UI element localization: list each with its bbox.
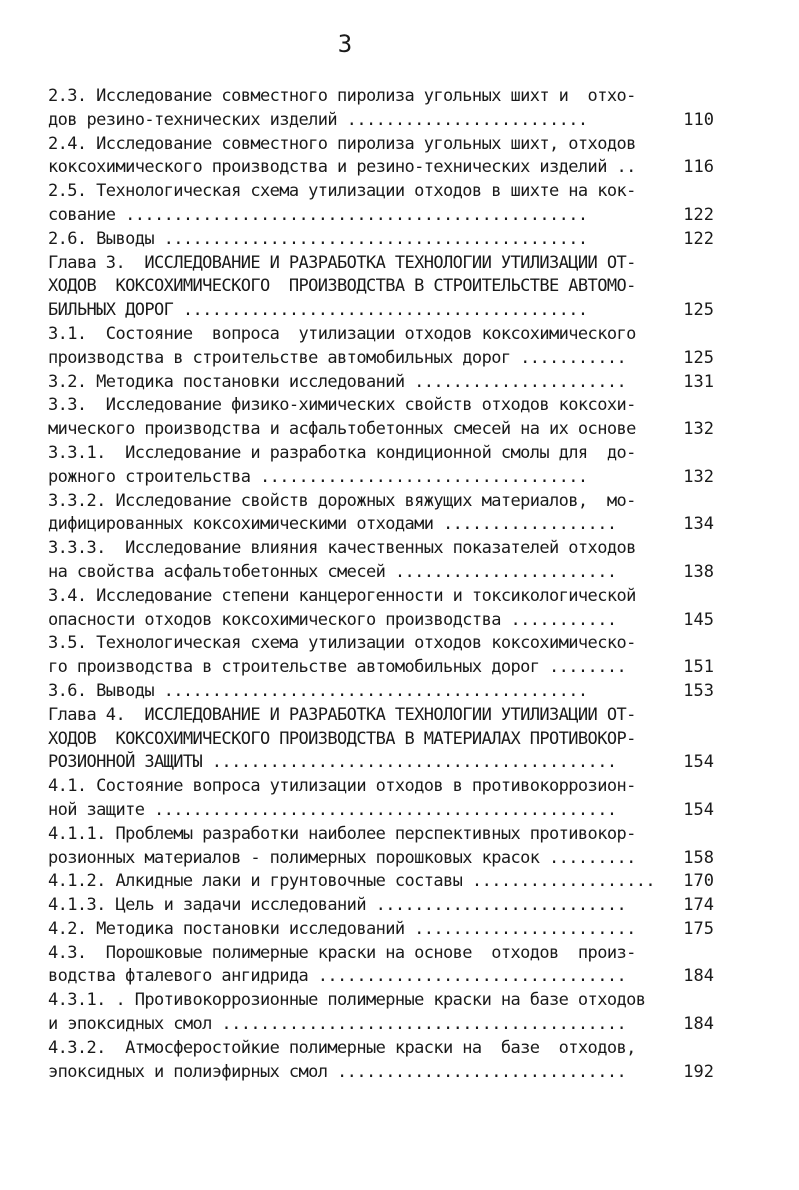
toc-entry-text: 3.2. Методика постановки исследований ...................... <box>48 371 627 392</box>
toc-line <box>48 394 718 418</box>
toc-page-number <box>668 704 718 728</box>
toc-page-number: 184 <box>683 1014 714 1035</box>
toc-page-number <box>668 728 718 752</box>
toc-page-number: 131 <box>683 371 714 392</box>
toc-entry-text: ХОДОВ КОКСОХИМИЧЕСКОГО ПРОИЗВОДСТВА В СТРОИТЕЛЬСТВЕ АВТОМО- <box>48 276 636 297</box>
toc-line <box>48 609 718 633</box>
toc-entry-text: 3.1. Состояние вопроса утилизации отходов коксохимического <box>48 323 636 344</box>
toc-entry-text: коксохимического производства и резино-технических изделий .. <box>48 157 636 178</box>
toc-entry-text: дифицированных коксохимическими отходами .................. <box>48 514 617 535</box>
table-of-contents <box>48 85 718 1084</box>
toc-page-number <box>668 442 718 466</box>
toc-line <box>48 299 718 323</box>
toc-page-number <box>668 942 718 966</box>
toc-line <box>48 156 718 180</box>
toc-page-number: 175 <box>683 918 714 939</box>
toc-page-number <box>668 989 718 1013</box>
toc-page-number: 154 <box>683 799 714 820</box>
toc-line <box>48 585 718 609</box>
toc-line <box>48 561 718 585</box>
toc-line <box>48 513 718 537</box>
toc-page-number <box>668 585 718 609</box>
toc-line <box>48 989 718 1013</box>
toc-entry-text: мического производства и асфальтобетонных смесей на их основе <box>48 419 636 440</box>
toc-line <box>48 323 718 347</box>
toc-entry-text: 2.3. Исследование совместного пиролиза угольных шихт и отхо- <box>48 86 636 106</box>
toc-entry-text: ной защите ................................................ <box>48 799 617 820</box>
toc-entry-text: сование ................................................ <box>48 204 588 225</box>
toc-line <box>48 918 718 942</box>
toc-entry-text: 4.3. Порошковые полимерные краски на основе отходов произ- <box>48 942 636 963</box>
toc-page-number <box>668 85 718 109</box>
toc-line <box>48 1061 718 1085</box>
toc-entry-text: 3.3.2. Исследование свойств дорожных вяжущих материалов, мо- <box>48 490 636 511</box>
toc-entry-text: Глава 3. ИССЛЕДОВАНИЕ И РАЗРАБОТКА ТЕХНОЛОГИИ УТИЛИЗАЦИИ ОТ- <box>48 252 636 273</box>
toc-line <box>48 109 718 133</box>
toc-entry-text: 4.1.1. Проблемы разработки наиболее перспективных противокор- <box>48 823 636 844</box>
toc-entry-text: Глава 4. ИССЛЕДОВАНИЕ И РАЗРАБОТКА ТЕХНОЛОГИИ УТИЛИЗАЦИИ ОТ- <box>48 704 636 725</box>
toc-page-number: 170 <box>683 871 714 892</box>
toc-page-number: 134 <box>683 514 714 535</box>
toc-page-number: 138 <box>683 561 714 582</box>
toc-entry-text: 4.1. Состояние вопроса утилизации отходов в противокоррозион- <box>48 776 636 797</box>
toc-page-number <box>668 1037 718 1061</box>
toc-entry-text: 4.1.2. Алкидные лаки и грунтовочные составы ................... <box>48 871 655 892</box>
toc-page-number: 174 <box>683 895 714 916</box>
toc-entry-text: 3.4. Исследование степени канцерогенности и токсикологической <box>48 585 636 606</box>
toc-entry-text: опасности отходов коксохимического производства ........... <box>48 609 617 630</box>
toc-line <box>48 418 718 442</box>
toc-entry-text: эпоксидных и полиэфирных смол .............................. <box>48 1061 627 1082</box>
toc-entry-text: водства фталевого ангидрида ................................ <box>48 966 627 987</box>
toc-line <box>48 490 718 514</box>
toc-entry-text: 3.3. Исследование физико-химических свойств отходов коксохи- <box>48 395 636 416</box>
toc-page-number: 192 <box>683 1061 714 1082</box>
toc-line <box>48 799 718 823</box>
toc-line <box>48 656 718 680</box>
toc-line <box>48 371 718 395</box>
toc-entry-text: 2.6. Выводы ............................................ <box>48 228 588 249</box>
toc-entry-text: 4.3.2. Атмосферостойкие полимерные краски на базе отходов, <box>48 1037 636 1058</box>
toc-line <box>48 252 718 276</box>
toc-entry-text: рожного строительства .................................. <box>48 466 588 487</box>
toc-line <box>48 704 718 728</box>
toc-line <box>48 204 718 228</box>
toc-page-number: 122 <box>683 204 714 225</box>
toc-entry-text: 3.3.1. Исследование и разработка кондиционной смолы для до- <box>48 442 636 463</box>
toc-page-number: 132 <box>683 419 714 440</box>
toc-entry-text: 3.6. Выводы ............................................ <box>48 680 588 701</box>
toc-line <box>48 228 718 252</box>
toc-page-number: 125 <box>683 347 714 368</box>
toc-page-number <box>668 537 718 561</box>
toc-entry-text: БИЛЬНЫХ ДОРОГ .......................................... <box>48 300 588 321</box>
toc-entry-text: розионных материалов - полимерных порошковых красок ......... <box>48 847 636 868</box>
toc-line <box>48 870 718 894</box>
toc-line <box>48 1037 718 1061</box>
toc-line <box>48 847 718 871</box>
toc-line <box>48 942 718 966</box>
toc-page-number: 151 <box>683 657 714 678</box>
toc-page-number: 132 <box>683 466 714 487</box>
toc-line <box>48 751 718 775</box>
toc-entry-text: РОЗИОННОЙ ЗАЩИТЫ .......................................... <box>48 752 617 773</box>
toc-page-number <box>668 823 718 847</box>
toc-entry-text: 4.3.1. . Противокоррозионные полимерные краски на базе отходов <box>48 990 646 1011</box>
toc-line <box>48 347 718 371</box>
toc-page-number: 184 <box>683 966 714 987</box>
toc-line <box>48 466 718 490</box>
toc-line <box>48 1013 718 1037</box>
toc-page-number <box>668 133 718 157</box>
toc-page-number: 125 <box>683 300 714 321</box>
toc-entry-text: 3.3.3. Исследование влияния качественных показателей отходов <box>48 538 636 559</box>
toc-entry-text: ХОДОВ КОКСОХИМИЧЕСКОГО ПРОИЗВОДСТВА В МАТЕРИАЛАХ ПРОТИВОКОР- <box>48 728 636 749</box>
toc-entry-text: производства в строительстве автомобильных дорог ........... <box>48 347 627 368</box>
toc-line <box>48 133 718 157</box>
toc-entry-text: 4.1.3. Цель и задачи исследований .......................... <box>48 895 627 916</box>
toc-page-number: 145 <box>683 609 714 630</box>
toc-page-number: 122 <box>683 228 714 249</box>
toc-entry-text: на свойства асфальтобетонных смесей ....................... <box>48 561 617 582</box>
toc-entry-text: 4.2. Методика постановки исследований ....................... <box>48 918 636 939</box>
toc-page-number <box>668 323 718 347</box>
toc-entry-text: го производства в строительстве автомобильных дорог ........ <box>48 657 627 678</box>
toc-page-number <box>668 632 718 656</box>
toc-page-number <box>668 775 718 799</box>
toc-line <box>48 537 718 561</box>
toc-page-number: 153 <box>683 680 714 701</box>
toc-entry-text: 2.4. Исследование совместного пиролиза угольных шихт, отходов <box>48 133 636 154</box>
toc-line <box>48 775 718 799</box>
toc-entry-text: 2.5. Технологическая схема утилизации отходов в шихте на кок- <box>48 181 636 202</box>
page-number: 3 <box>337 30 353 58</box>
toc-line <box>48 894 718 918</box>
toc-page-number: 158 <box>683 847 714 868</box>
toc-page-number <box>668 394 718 418</box>
toc-entry-text: дов резино-технических изделий ......................... <box>48 109 588 130</box>
toc-page-number: 116 <box>683 157 714 178</box>
toc-page-number: 154 <box>683 752 714 773</box>
toc-page-number <box>668 275 718 299</box>
toc-line <box>48 965 718 989</box>
toc-entry-text: 3.5. Технологическая схема утилизации отходов коксохимическо- <box>48 633 636 654</box>
toc-line <box>48 180 718 204</box>
toc-line <box>48 680 718 704</box>
toc-line <box>48 823 718 847</box>
toc-line <box>48 85 718 109</box>
toc-page-number <box>668 490 718 514</box>
toc-line <box>48 632 718 656</box>
toc-line <box>48 728 718 752</box>
toc-page-number: 110 <box>683 109 714 130</box>
toc-line <box>48 275 718 299</box>
toc-page-number <box>668 180 718 204</box>
toc-line <box>48 442 718 466</box>
toc-page-number <box>668 252 718 276</box>
toc-entry-text: и эпоксидных смол .......................................... <box>48 1014 627 1035</box>
